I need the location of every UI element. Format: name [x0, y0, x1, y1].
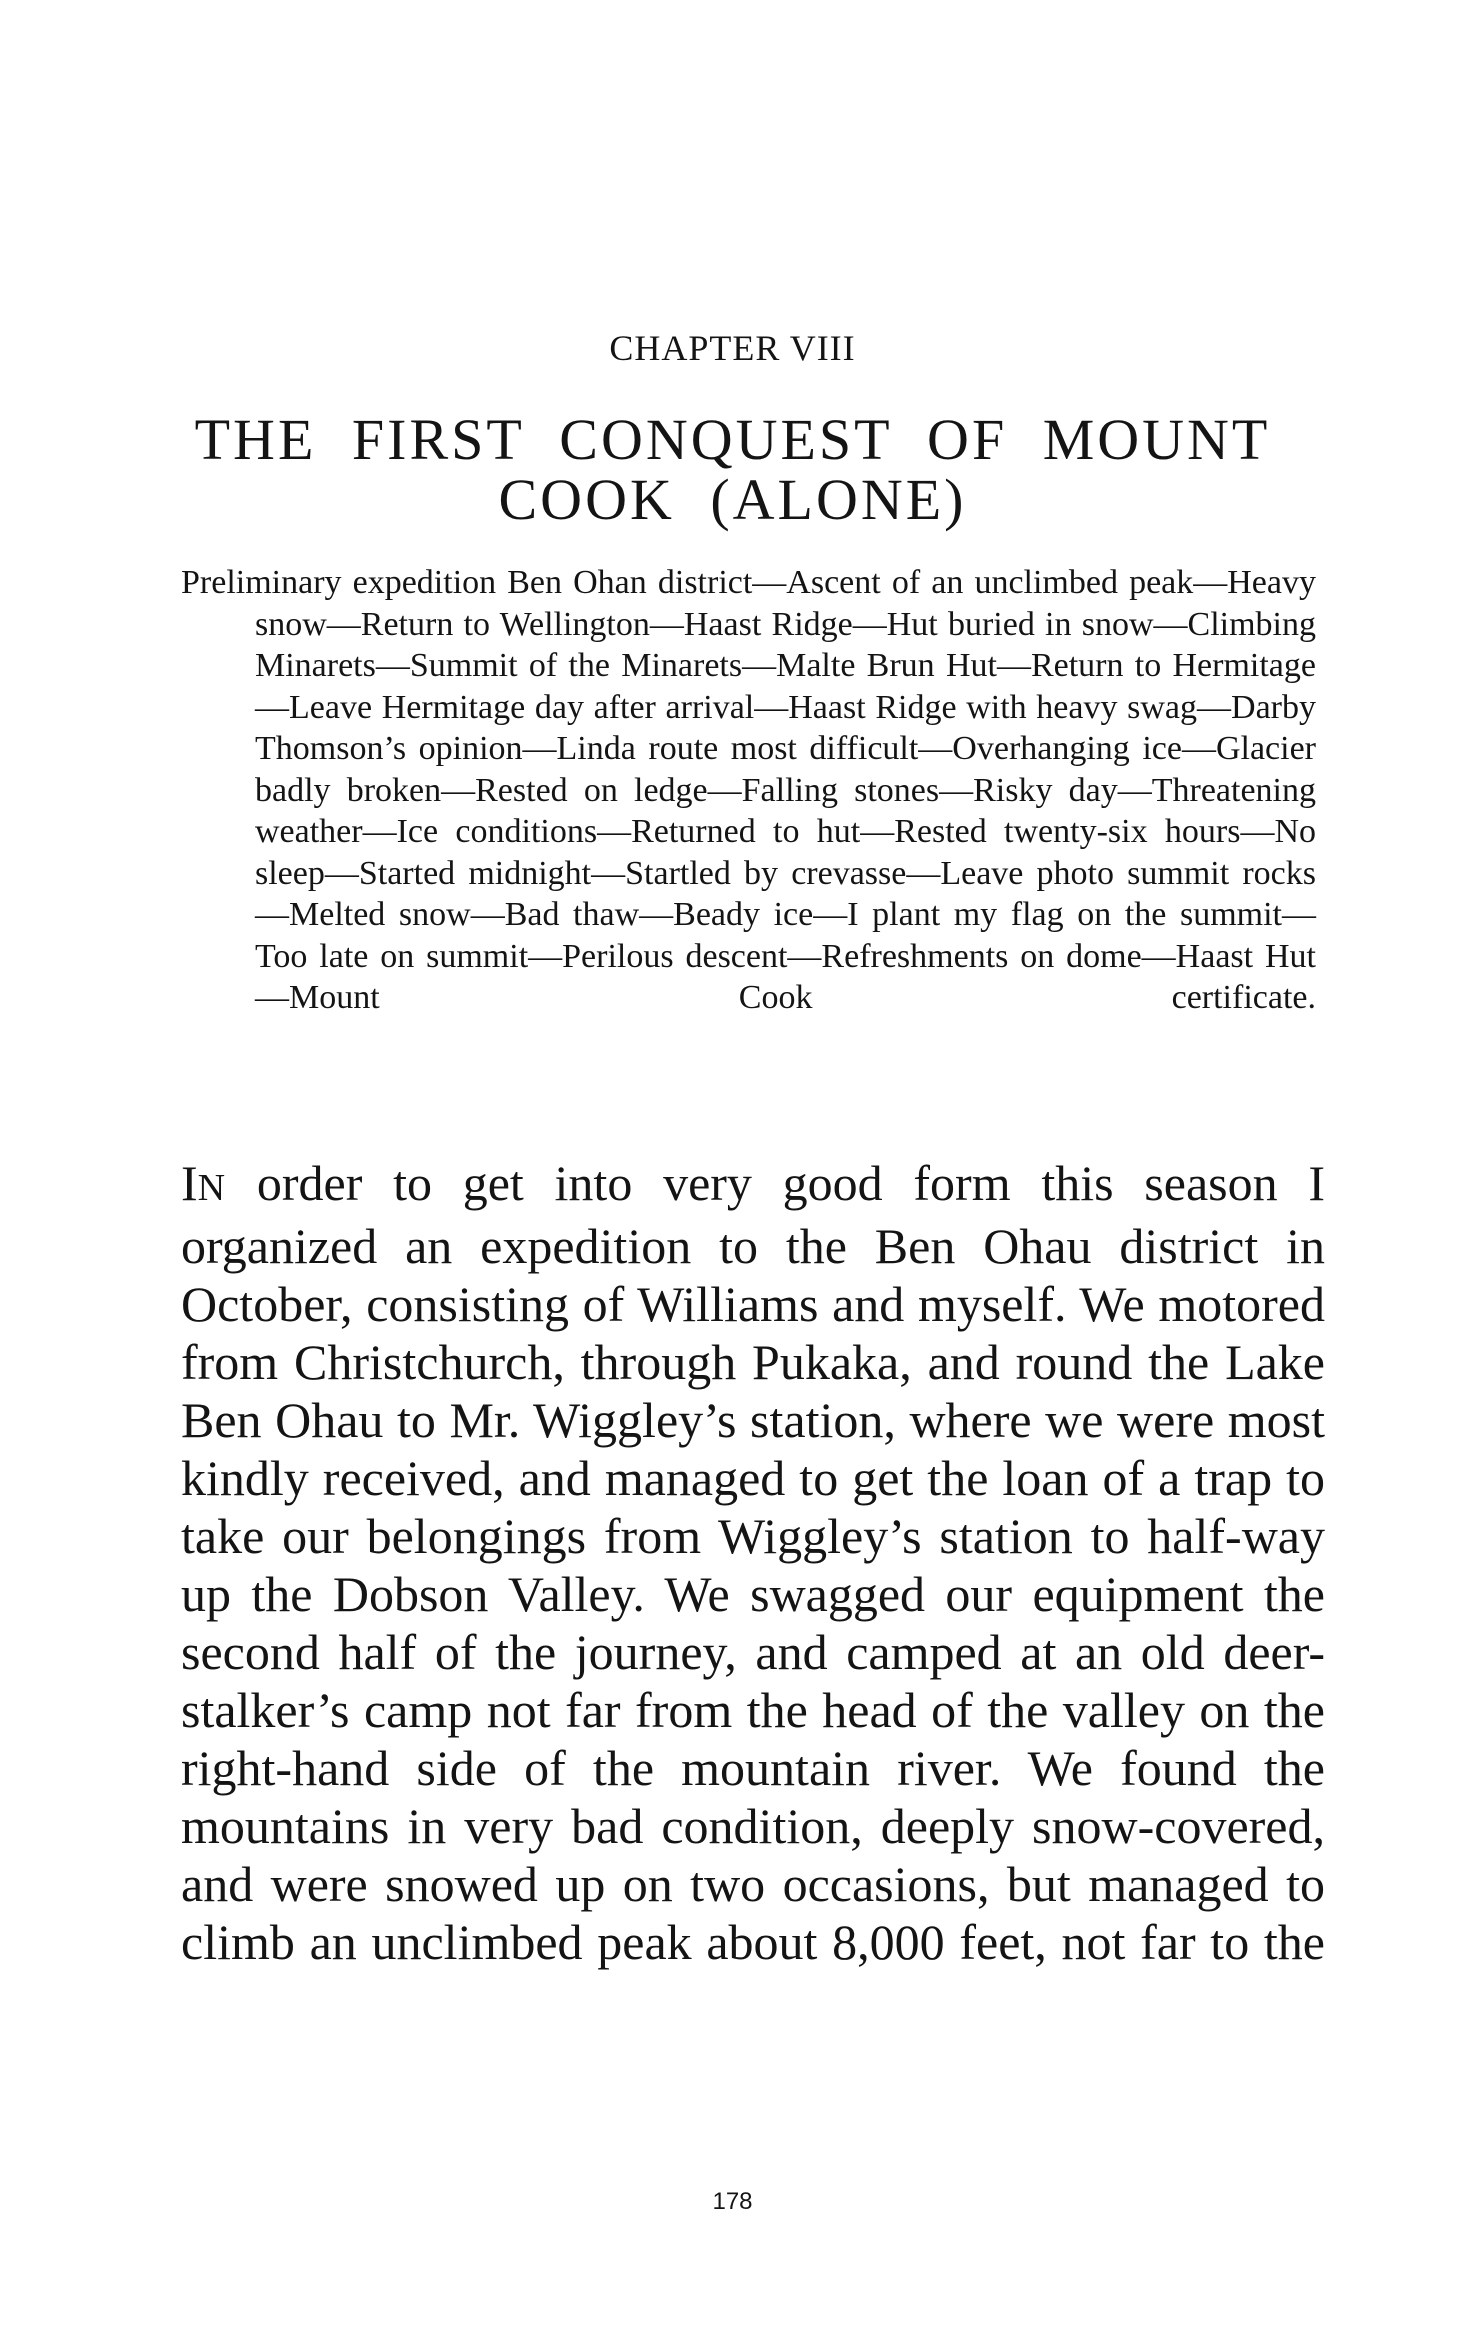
body-initial-letter: I — [181, 1155, 198, 1211]
chapter-title-line-1: THE FIRST CONQUEST OF MOUNT — [194, 407, 1271, 472]
page-number: 178 — [712, 2188, 753, 2215]
chapter-synopsis — [181, 562, 1316, 1019]
body-initial-small-caps: N — [197, 1167, 227, 1209]
body-paragraph — [181, 1154, 1325, 1971]
chapter-synopsis-text: Preliminary expedition Ben Ohan district—Ascent of an unclimbed peak—Heavy snow—Return to Wellington—Haast Ridge—Hut buried in snow—Climbing Minarets—Summit of the Minarets—Malte Brun Hut—Return to Hermitage—Leave Hermitage day after arrival—Haast Ridge with heavy swag—Darby Thomson’s opinion—Linda route most difficult—Overhanging ice—Glacier badly broken—Rested on ledge—Falling stones—Risky day—Threatening weather—Ice conditions—Returned to hut—Rested twenty-six hours—No sleep—Started midnight—Startled by crevasse—Leave photo summit rocks—Melted snow—Bad thaw—Beady ice—I plant my flag on the summit—Too late on summit—Perilous descent—Refreshments on dome—Haast Hut—Mount Cook certificate. — [181, 564, 1316, 1016]
body-text: order to get into very good form this season I organized an expedition to the Ben Ohau district in October, consisting of Williams and myself. We motored from Christchurch, through Pukaka, and round the Lake Ben Ohau to Mr. Wiggley’s station, where we were most kindly received, and managed to get the loan of a trap to take our belongings from Wiggley’s station to half-way up the Dobson Valley. We swagged our equipment the second half of the journey, and camped at an old deer-stalker’s camp not far from the head of the valley on the right-hand side of the mountain river. We found the mountains in very bad condition, deeply snow-covered, and were snowed up on two occasions, but managed to climb an unclimbed peak about 8,000 feet, not far to the — [181, 1155, 1325, 1970]
chapter-title — [0, 407, 1465, 532]
chapter-title-line-2: COOK (ALONE) — [498, 467, 967, 532]
chapter-label: CHAPTER VIII — [609, 328, 856, 368]
